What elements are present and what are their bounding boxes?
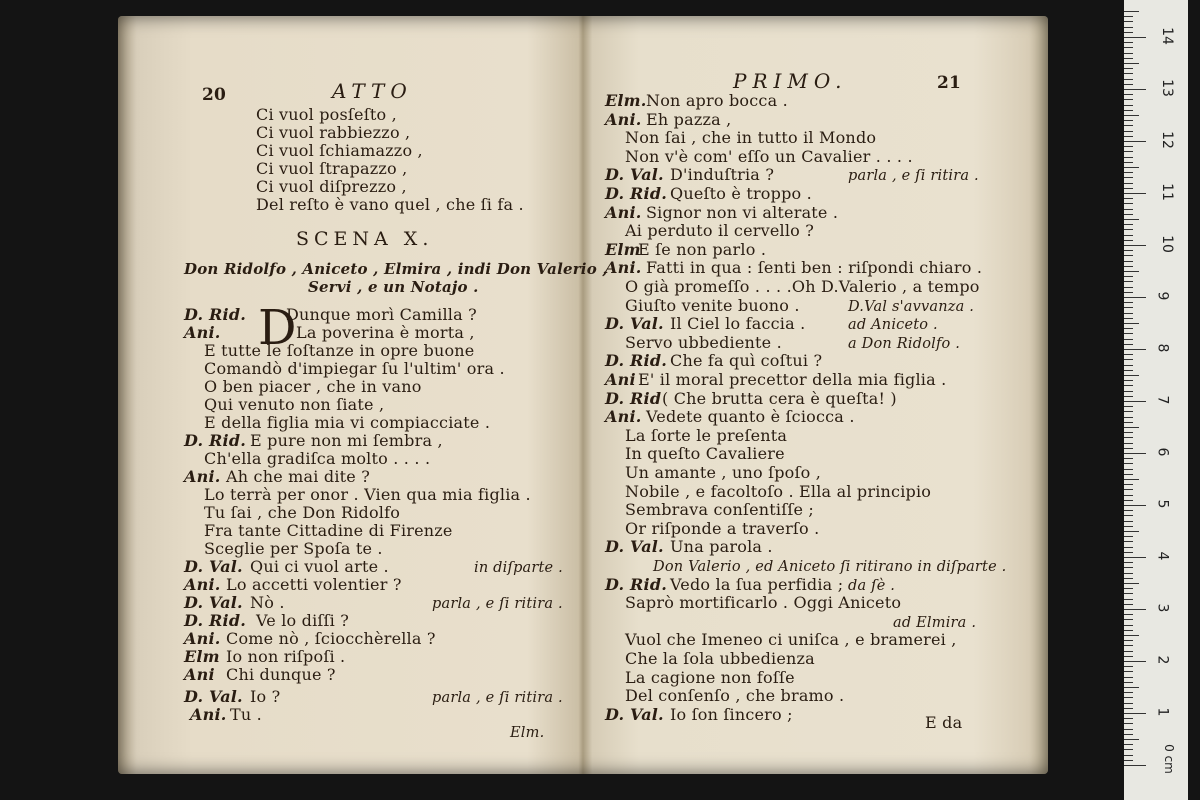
ruler-tick — [1124, 287, 1133, 288]
ruler-tick — [1124, 375, 1139, 376]
ruler-tick — [1124, 229, 1133, 230]
ruler-tick — [1124, 749, 1133, 750]
ruler-tick — [1124, 391, 1133, 392]
ruler-tick — [1124, 526, 1133, 527]
verse-line: Del reſto è vano quel , che ſi fa . — [256, 195, 524, 214]
ruler-tick — [1124, 99, 1133, 100]
speaker-label: D. Rid. — [184, 431, 246, 450]
ruler-tick — [1124, 58, 1133, 59]
left-running-head: ATTO — [332, 79, 413, 103]
ruler-label: 4 — [1154, 551, 1171, 561]
ruler-tick — [1124, 599, 1133, 600]
dialogue-line: Vedo la ſua perfidia ; — [670, 575, 844, 594]
ruler-tick — [1124, 744, 1133, 745]
ruler-tick — [1124, 214, 1133, 215]
dialogue-line: Non apro bocca . — [646, 91, 788, 110]
ruler-tick — [1124, 567, 1133, 568]
speaker-label: Ani. — [184, 629, 221, 648]
ruler-tick — [1124, 318, 1133, 319]
dialogue-line: E ſe non parlo . — [638, 240, 767, 259]
ruler-tick — [1124, 458, 1133, 459]
dialogue-line: E' il moral precettor della mia figlia . — [638, 370, 947, 389]
dialogue-line: ( Che brutta cera è queſta! ) — [662, 389, 897, 408]
ruler-tick — [1124, 276, 1133, 277]
ruler-tick — [1124, 671, 1133, 672]
ruler-tick — [1124, 573, 1133, 574]
ruler-tick — [1124, 333, 1133, 334]
ruler-tick — [1124, 53, 1133, 54]
dialogue-line: Saprò mortificarlo . Oggi Aniceto — [625, 593, 902, 612]
ruler-tick — [1124, 640, 1133, 641]
speaker-label: Ani. — [605, 407, 642, 426]
ruler-tick — [1124, 89, 1146, 90]
dialogue-line: Che fa quì coſtui ? — [670, 351, 823, 370]
ruler-tick — [1124, 307, 1133, 308]
ruler-tick — [1124, 760, 1133, 761]
speaker-label: Ani. — [605, 203, 642, 222]
dialogue-line: Chi dunque ? — [226, 665, 336, 684]
ruler-tick — [1124, 635, 1139, 636]
dialogue-line: O già promeſſo . . . .Oh D.Valerio , a tempo — [625, 277, 980, 296]
dialogue-line: Fra tante Cittadine di Firenze — [204, 521, 453, 540]
ruler-tick — [1124, 21, 1133, 22]
ruler-tick — [1124, 677, 1133, 678]
speaker-label: Ani. — [190, 705, 227, 724]
ruler-tick — [1124, 359, 1133, 360]
speaker-label: Elm. — [605, 91, 647, 110]
ruler-tick — [1124, 489, 1133, 490]
ruler-tick — [1124, 94, 1133, 95]
ruler-tick — [1124, 692, 1133, 693]
ruler-label: 5 — [1154, 499, 1171, 509]
ruler-tick — [1124, 297, 1146, 298]
dialogue-line: Io ſon ſincero ; — [670, 705, 793, 724]
dialogue-line: Nò . — [250, 593, 285, 612]
dialogue-line: O ben piacer , che in vano — [204, 377, 422, 396]
ruler-tick — [1124, 723, 1133, 724]
ruler-tick — [1124, 765, 1146, 766]
dialogue-line: Or riſponde a traverſo . — [625, 519, 820, 538]
dialogue-line: Lo terrà per onor . Vien qua mia figlia . — [204, 485, 531, 504]
dialogue-line: Ch'ella gradiſca molto . . . . — [204, 449, 431, 468]
ruler-tick — [1124, 141, 1146, 142]
ruler-label: 13 — [1158, 79, 1175, 97]
ruler-tick — [1124, 365, 1133, 366]
ruler-tick — [1124, 47, 1133, 48]
ruler-tick — [1124, 183, 1133, 184]
ruler-tick — [1124, 510, 1133, 511]
dialogue-line: Sembrava conſentiſſe ; — [625, 500, 815, 519]
dialogue-line: Qui venuto non ſiate , — [204, 395, 385, 414]
dialogue-line: Qui ci vuol arte . — [250, 557, 389, 576]
ruler-tick — [1124, 713, 1146, 714]
ruler-tick — [1124, 27, 1133, 28]
stage-direction: a Don Ridolfo . — [848, 336, 961, 352]
ruler-tick — [1124, 224, 1133, 225]
measurement-ruler — [1124, 0, 1188, 800]
ruler-tick — [1124, 11, 1139, 12]
ruler-tick — [1124, 219, 1139, 220]
ruler-tick — [1124, 84, 1133, 85]
ruler-label: 7 — [1154, 395, 1171, 405]
ruler-tick — [1124, 562, 1133, 563]
dialogue-line: Del conſenſo , che bramo . — [625, 686, 845, 705]
ruler-label: 2 — [1154, 655, 1171, 665]
ruler-label: 6 — [1154, 447, 1171, 457]
ruler-tick — [1124, 313, 1133, 314]
ruler-tick — [1124, 37, 1146, 38]
dialogue-line: Non ſai , che in tutto il Mondo — [625, 128, 877, 147]
dialogue-line: Tu ſai , che Don Ridolfo — [204, 503, 401, 522]
ruler-tick — [1124, 651, 1133, 652]
speaker-label: Ani. — [605, 258, 642, 277]
ruler-tick — [1124, 697, 1133, 698]
dialogue-line: Ai perduto il cervello ? — [625, 221, 815, 240]
dialogue-line: Ve lo diſſi ? — [256, 611, 350, 630]
ruler-tick — [1124, 209, 1133, 210]
ruler-tick — [1124, 521, 1133, 522]
ruler-tick — [1124, 536, 1133, 537]
dialogue-line: Signor non vi alterate . — [646, 203, 839, 222]
ruler-tick — [1124, 198, 1133, 199]
ruler-tick — [1124, 240, 1133, 241]
ruler-tick — [1124, 541, 1133, 542]
dialogue-line: Un amante , uno ſpoſo , — [625, 463, 822, 482]
left-page-number: 20 — [202, 85, 227, 105]
dialogue-line: Queſto è troppo . — [670, 184, 812, 203]
catchword: Elm. — [510, 725, 545, 741]
ruler-tick — [1124, 495, 1133, 496]
ruler-tick — [1124, 515, 1133, 516]
ruler-tick — [1124, 42, 1133, 43]
ruler-tick — [1124, 708, 1133, 709]
ruler-label: 9 — [1154, 291, 1171, 301]
ruler-tick — [1124, 177, 1133, 178]
ruler-tick — [1124, 645, 1133, 646]
verse-line: Ci vuol posſeſto , — [256, 105, 397, 124]
open-book — [118, 16, 1048, 774]
ruler-tick — [1124, 666, 1133, 667]
dialogue-line: Fatti in qua : ſenti ben : riſpondi chiaro . — [646, 258, 983, 277]
dialogue-line: Nobile , e facoltoſo . Ella al principio — [625, 482, 932, 501]
right-page — [583, 16, 1048, 774]
scene-title: SCENA X. — [296, 228, 434, 250]
ruler-tick — [1124, 505, 1146, 506]
ruler-tick — [1124, 349, 1146, 350]
stage-direction: in diſparte . — [474, 560, 563, 576]
ruler-label: 14 — [1158, 27, 1175, 45]
dialogue-line: Dunque morì Camilla ? — [286, 305, 477, 324]
dialogue-line: Comandò d'impiegar ſu l'ultim' ora . — [204, 359, 505, 378]
dialogue-line: Il Ciel lo faccia . — [670, 314, 806, 333]
ruler-tick — [1124, 250, 1133, 251]
ruler-tick — [1124, 484, 1133, 485]
dialogue-line: Sceglie per Spoſa te . — [204, 539, 383, 558]
ruler-tick — [1124, 120, 1133, 121]
stage-direction: D.Val s'avvanza . — [848, 299, 975, 315]
ruler-tick — [1124, 266, 1133, 267]
ruler-tick — [1124, 453, 1146, 454]
ruler-tick — [1124, 63, 1139, 64]
ruler-tick — [1124, 68, 1133, 69]
ruler-tick — [1124, 739, 1139, 740]
cast-list: Servi , e un Notajo . — [308, 278, 479, 296]
ruler-tick — [1124, 437, 1133, 438]
speaker-label: Ani. — [184, 323, 221, 342]
speaker-label: D. Rid. — [184, 611, 246, 630]
right-running-head: PRIMO. — [733, 69, 848, 93]
speaker-label: D. Val. — [605, 705, 664, 724]
speaker-label: D. Rid. — [184, 305, 246, 324]
ruler-tick — [1124, 245, 1146, 246]
ruler-label: 12 — [1158, 131, 1175, 149]
catchword: E da — [925, 713, 963, 732]
verse-line: Ci vuol rabbiezzo , — [256, 123, 411, 142]
ruler-tick — [1124, 188, 1133, 189]
ruler-tick — [1124, 105, 1133, 106]
dialogue-line: Servo ubbediente . — [625, 333, 782, 352]
dialogue-line: E pure non mi ſembra , — [250, 431, 443, 450]
ruler-tick — [1124, 443, 1133, 444]
dialogue-line: Vedete quanto è ſciocca . — [646, 407, 855, 426]
ruler-tick — [1124, 73, 1133, 74]
dialogue-line: Tu . — [230, 705, 262, 724]
speaker-label: D. Rid — [605, 389, 662, 408]
ruler-tick — [1124, 448, 1133, 449]
ruler-label: 8 — [1154, 343, 1171, 353]
ruler-tick — [1124, 370, 1133, 371]
ruler-tick — [1124, 422, 1133, 423]
left-page — [118, 16, 608, 774]
ruler-tick — [1124, 323, 1139, 324]
dialogue-line: Una parola . — [670, 537, 773, 556]
speaker-label: Ani. — [605, 110, 642, 129]
verse-line: Ci vuol ſtrapazzo , — [256, 159, 408, 178]
speaker-label: Ani. — [184, 467, 221, 486]
dialogue-line: D'induſtria ? — [670, 165, 775, 184]
ruler-tick — [1124, 193, 1146, 194]
ruler-tick — [1124, 401, 1146, 402]
ruler-tick — [1124, 682, 1133, 683]
ruler-tick — [1124, 552, 1133, 553]
dialogue-line: La cagione non foſſe — [625, 668, 795, 687]
dialogue-line: Come nò , ſciocchèrella ? — [226, 629, 436, 648]
stage-direction: parla , e ſi ritira . — [848, 168, 979, 184]
ruler-tick — [1124, 172, 1133, 173]
ruler-label: 1 — [1154, 707, 1171, 717]
drop-cap: D — [258, 300, 297, 356]
ruler-tick — [1124, 79, 1133, 80]
speaker-label: D. Val. — [605, 314, 664, 333]
ruler-tick — [1124, 380, 1133, 381]
verse-line: Ci vuol ſchiamazzo , — [256, 141, 423, 160]
ruler-tick — [1124, 344, 1133, 345]
ruler-tick — [1124, 604, 1133, 605]
ruler-tick — [1124, 162, 1133, 163]
ruler-tick — [1124, 661, 1146, 662]
stage-direction: ad Elmira . — [893, 615, 977, 631]
dialogue-line: Io ? — [250, 687, 281, 706]
ruler-tick — [1124, 110, 1133, 111]
dialogue-line: Io non riſpoſi . — [226, 647, 346, 666]
ruler-tick — [1124, 755, 1133, 756]
ruler-tick — [1124, 281, 1133, 282]
stage-direction: da ſè . — [848, 578, 896, 594]
verse-line: Ci vuol diſprezzo , — [256, 177, 407, 196]
ruler-tick — [1124, 703, 1133, 704]
ruler-tick — [1124, 427, 1139, 428]
speaker-label: Ani — [184, 665, 215, 684]
ruler-tick — [1124, 292, 1133, 293]
ruler-tick — [1124, 474, 1133, 475]
dialogue-line: Giuſto venite buono . — [625, 296, 800, 315]
ruler-tick — [1124, 718, 1133, 719]
ruler-tick — [1124, 125, 1133, 126]
ruler-tick — [1124, 593, 1133, 594]
ruler-tick — [1124, 687, 1139, 688]
dialogue-line: Vuol che Imeneo ci uniſca , e bramerei , — [625, 630, 957, 649]
ruler-tick — [1124, 255, 1133, 256]
ruler-tick — [1124, 339, 1133, 340]
speaker-label: Elm — [184, 647, 220, 666]
dialogue-line: Eh pazza , — [646, 110, 732, 129]
ruler-tick — [1124, 432, 1133, 433]
stage-direction: parla , e ſi ritira . — [432, 596, 563, 612]
ruler-tick — [1124, 157, 1133, 158]
dialogue-line: Ah che mai dite ? — [226, 467, 371, 486]
ruler-tick — [1124, 146, 1133, 147]
ruler-tick — [1124, 583, 1139, 584]
ruler-label: 10 — [1158, 235, 1175, 253]
speaker-label: D. Val. — [605, 537, 664, 556]
ruler-tick — [1124, 609, 1146, 610]
ruler-tick — [1124, 32, 1133, 33]
dialogue-line: La ſorte le preſenta — [625, 426, 788, 445]
speaker-label: D. Val. — [184, 557, 243, 576]
dialogue-line: E della figlia mia vi compiacciate . — [204, 413, 491, 432]
right-page-number: 21 — [937, 73, 962, 93]
ruler-tick — [1124, 261, 1133, 262]
ruler-tick — [1124, 203, 1133, 204]
ruler-tick — [1124, 411, 1133, 412]
speaker-label: Ani — [605, 370, 636, 389]
ruler-tick — [1124, 396, 1133, 397]
ruler-label: 11 — [1158, 183, 1175, 201]
ruler-tick — [1124, 151, 1133, 152]
stage-direction: Don Valerio , ed Aniceto ſi ritirano in diſparte . — [653, 559, 1007, 575]
dialogue-line: In queſto Cavaliere — [625, 444, 785, 463]
speaker-label: D. Val. — [184, 593, 243, 612]
ruler-tick — [1124, 531, 1139, 532]
ruler-tick — [1124, 578, 1133, 579]
ruler-tick — [1124, 385, 1133, 386]
ruler-tick — [1124, 136, 1133, 137]
dialogue-line: E tutte le ſoſtanze in opre buone — [204, 341, 475, 360]
ruler-unit-label: 0 cm — [1161, 744, 1176, 774]
ruler-tick — [1124, 500, 1133, 501]
ruler-tick — [1124, 115, 1139, 116]
dialogue-line: Che la ſola ubbedienza — [625, 649, 815, 668]
speaker-label: Elm — [605, 240, 641, 259]
dialogue-line: Non v'è com' eſſo un Cavalier . . . . — [625, 147, 913, 166]
ruler-tick — [1124, 235, 1133, 236]
ruler-tick — [1124, 479, 1139, 480]
ruler-tick — [1124, 557, 1146, 558]
ruler-tick — [1124, 619, 1133, 620]
ruler-tick — [1124, 734, 1133, 735]
ruler-tick — [1124, 547, 1133, 548]
ruler-tick — [1124, 354, 1133, 355]
speaker-label: D. Rid. — [605, 351, 667, 370]
stage-direction: parla , e ſi ritira . — [432, 690, 563, 706]
speaker-label: D. Rid. — [605, 575, 667, 594]
ruler-tick — [1124, 630, 1133, 631]
cast-list: Don Ridolfo , Aniceto , Elmira , indi Don Valerio , — [184, 260, 608, 278]
speaker-label: D. Val. — [605, 165, 664, 184]
ruler-tick — [1124, 167, 1139, 168]
stage-direction: ad Aniceto . — [848, 317, 938, 333]
speaker-label: Ani. — [184, 575, 221, 594]
ruler-tick — [1124, 588, 1133, 589]
dialogue-line: Lo accetti volentier ? — [226, 575, 402, 594]
dialogue-line: La poverina è morta , — [296, 323, 475, 342]
ruler-tick — [1124, 417, 1133, 418]
ruler-tick — [1124, 469, 1133, 470]
ruler-tick — [1124, 614, 1133, 615]
speaker-label: D. Rid. — [605, 184, 667, 203]
ruler-tick — [1124, 656, 1133, 657]
ruler-tick — [1124, 131, 1133, 132]
speaker-label: D. Val. — [184, 687, 243, 706]
ruler-tick — [1124, 729, 1133, 730]
ruler-tick — [1124, 406, 1133, 407]
ruler-tick — [1124, 302, 1133, 303]
ruler-label: 3 — [1154, 603, 1171, 613]
ruler-tick — [1124, 328, 1133, 329]
ruler-tick — [1124, 16, 1133, 17]
ruler-tick — [1124, 271, 1139, 272]
ruler-tick — [1124, 463, 1133, 464]
ruler-tick — [1124, 625, 1133, 626]
